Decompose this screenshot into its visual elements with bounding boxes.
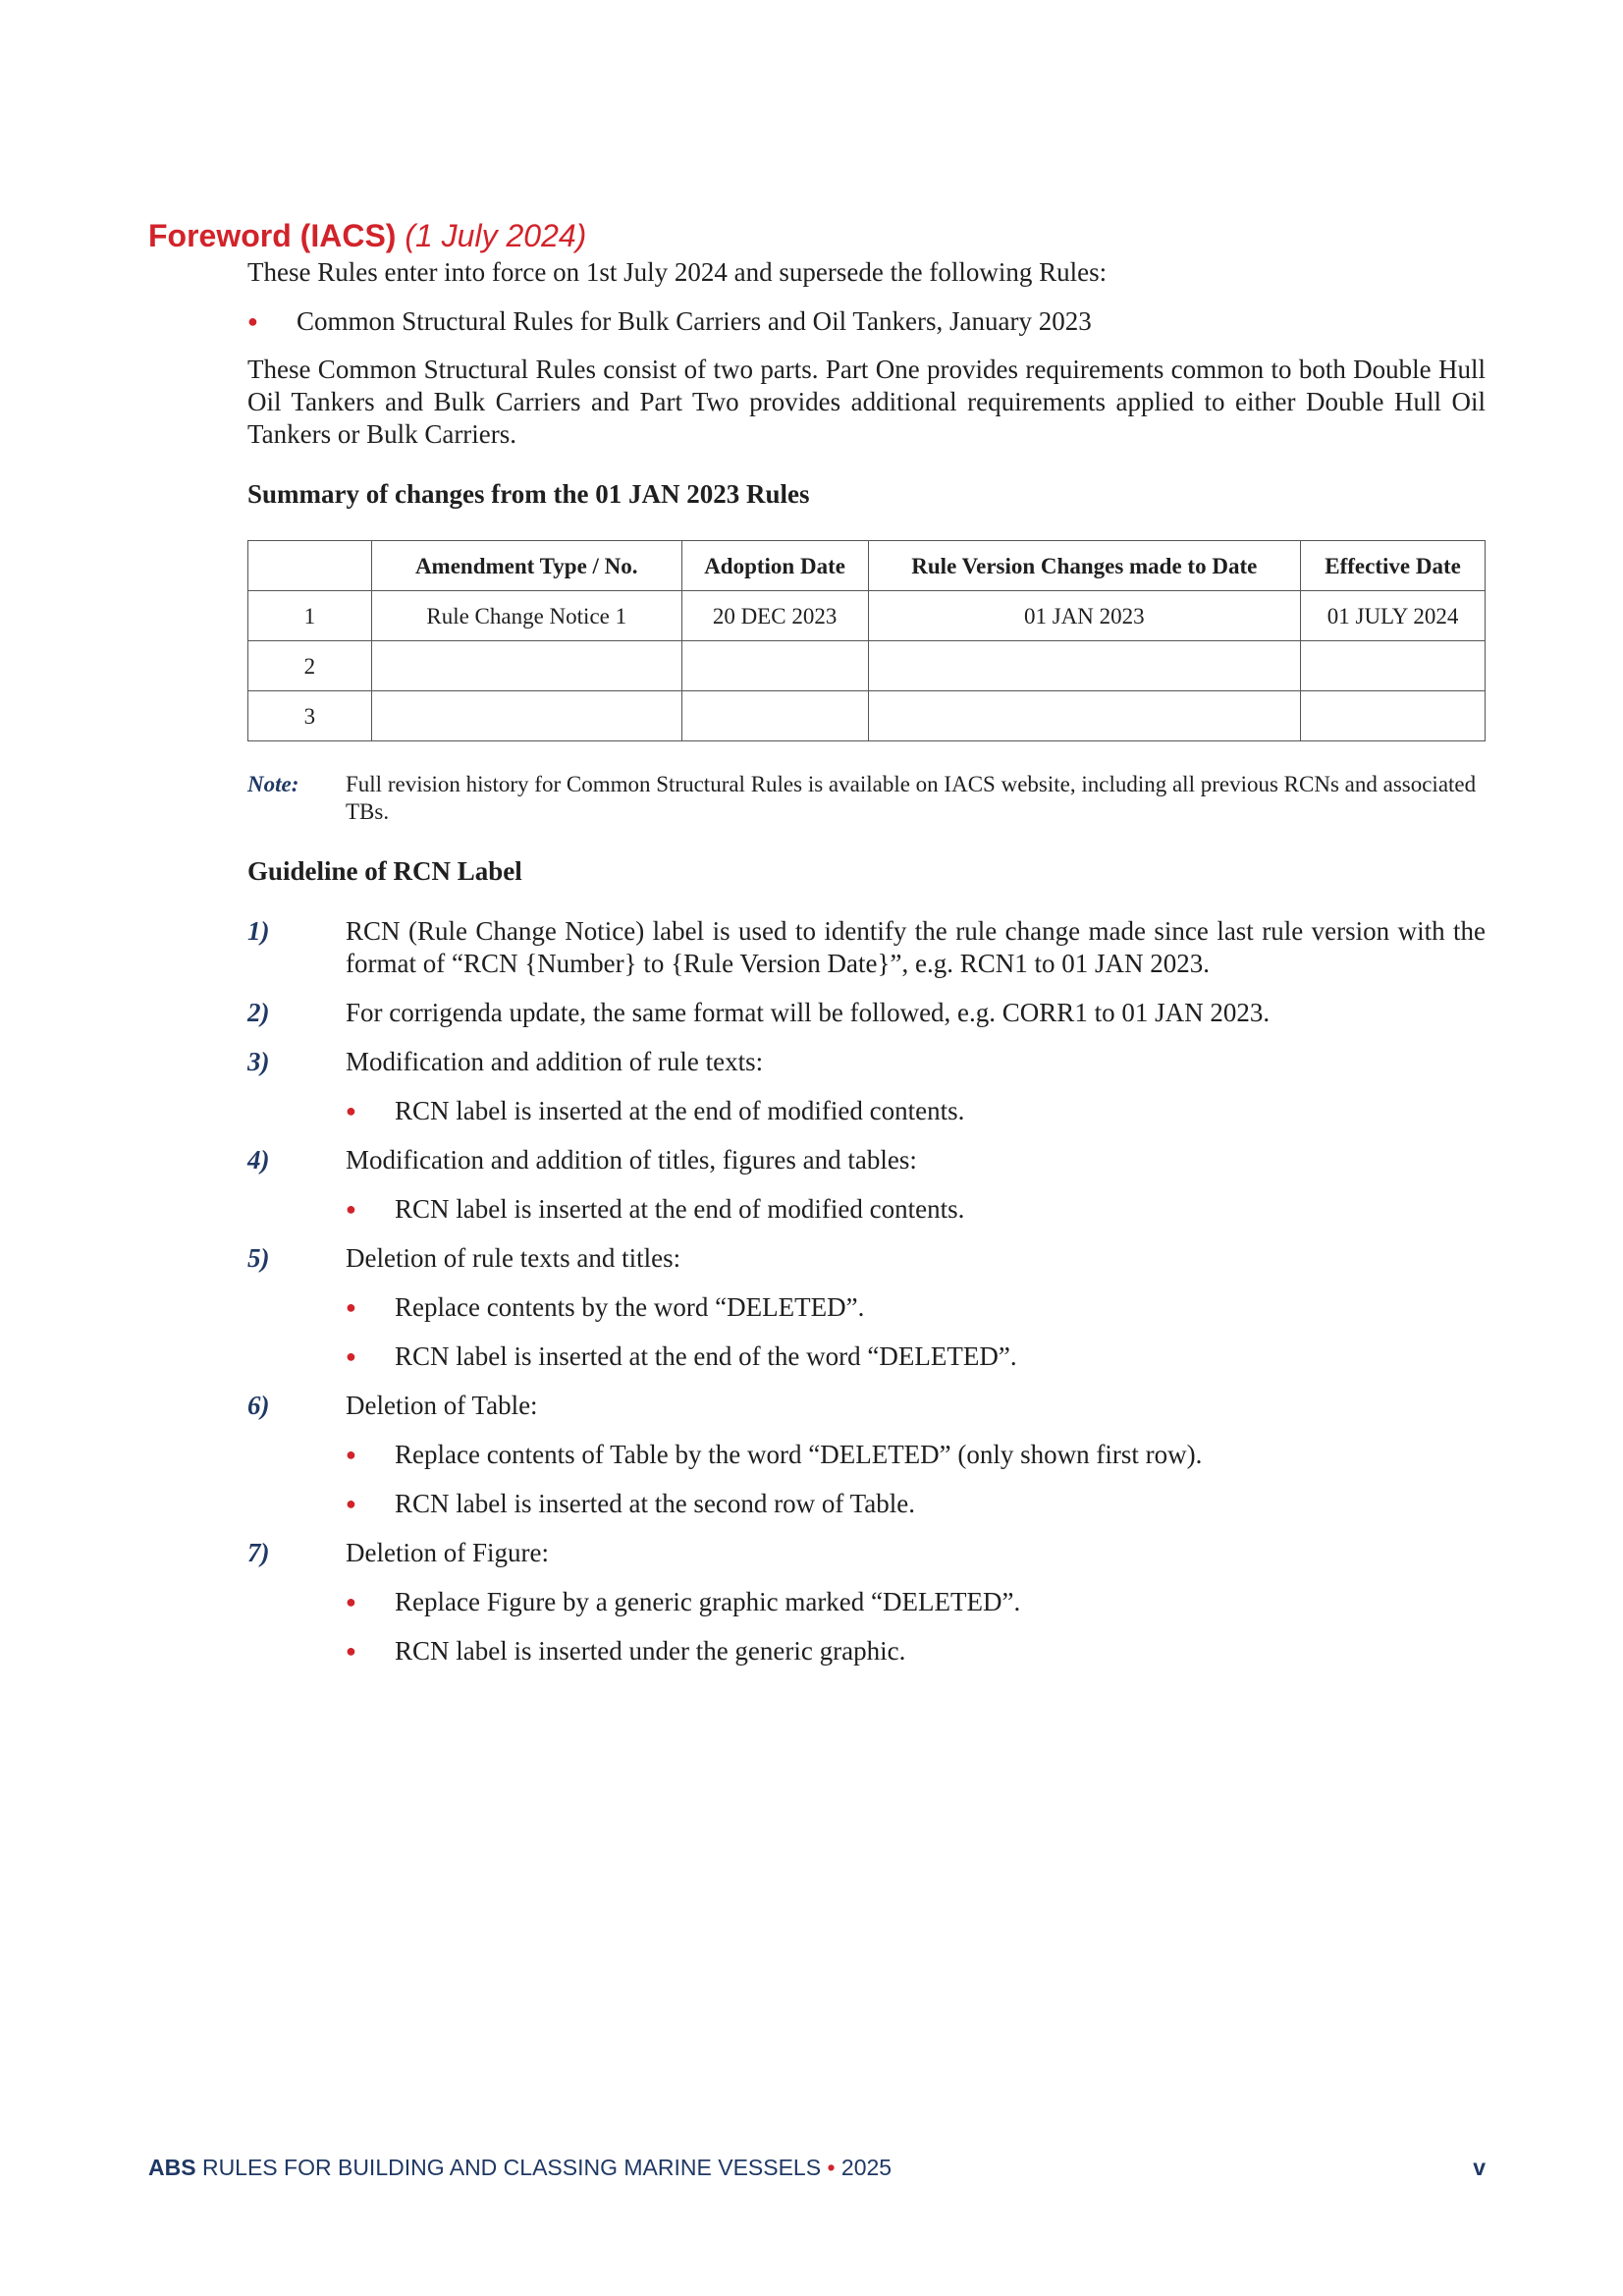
page-footer: [148, 2155, 1486, 2181]
guideline-text: Deletion of rule texts and titles:: [346, 1243, 681, 1273]
guideline-list: [247, 915, 1486, 1667]
guideline-number: 2): [247, 998, 270, 1027]
guideline-item: [247, 1390, 1486, 1422]
note-text: Full revision history for Common Structural Rules is available on IACS website, including all previous RCNs and associated TBs.: [346, 772, 1477, 824]
guideline-item: [247, 997, 1486, 1029]
guideline-bullet-text: Replace Figure by a generic graphic marked “DELETED”.: [395, 1587, 1021, 1616]
bullet-icon: ●: [247, 311, 258, 331]
table-row: [248, 641, 1486, 691]
guideline-number: 5): [247, 1243, 270, 1273]
guideline-text: For corrigenda update, the same format will be followed, e.g. CORR1 to 01 JAN 2023.: [346, 998, 1271, 1027]
table-cell: Rule Change Notice 1: [371, 591, 681, 641]
superseded-rules-text: Common Structural Rules for Bulk Carriers and Oil Tankers, January 2023: [297, 306, 1092, 336]
guideline-item: [247, 1144, 1486, 1176]
table-cell: [681, 641, 868, 691]
footer-year: 2025: [840, 2155, 893, 2180]
guideline-text: Modification and addition of titles, figures and tables:: [346, 1145, 917, 1175]
guideline-text: Modification and addition of rule texts:: [346, 1047, 764, 1076]
guideline-bullet-text: RCN label is inserted at the second row of Table.: [395, 1489, 915, 1518]
table-row: [248, 691, 1486, 741]
guideline-bullet: [247, 1439, 1486, 1471]
page-number: v: [1473, 2155, 1486, 2180]
guideline-number: 1): [247, 916, 270, 946]
footer-title: RULES FOR BUILDING AND CLASSING MARINE VESSELS: [201, 2155, 822, 2180]
guideline-bullet: [247, 1586, 1486, 1618]
guideline-bullet-text: Replace contents by the word “DELETED”.: [395, 1292, 865, 1322]
guideline-text: Deletion of Table:: [346, 1391, 538, 1420]
guideline-number: 6): [247, 1391, 270, 1420]
note-label: Note:: [247, 772, 299, 796]
bullet-icon: ●: [346, 1592, 356, 1612]
table-header-cell: Amendment Type / No.: [371, 541, 681, 591]
table-cell: 20 DEC 2023: [681, 591, 868, 641]
guideline-bullet: [247, 1340, 1486, 1373]
guideline-heading: Guideline of RCN Label: [247, 856, 522, 886]
table-cell: 3: [248, 691, 372, 741]
guideline-number: 4): [247, 1145, 270, 1175]
table-cell: 01 JAN 2023: [868, 591, 1301, 641]
guideline-text: RCN (Rule Change Notice) label is used to identify the rule change made since last rule version with the format of “RCN {Number} to {Rule Version Date}”, e.g. RCN1 to 01 JAN 2023.: [346, 916, 1486, 978]
bullet-icon: ●: [346, 1494, 356, 1513]
guideline-bullet: [247, 1635, 1486, 1667]
table-header-cell: Rule Version Changes made to Date: [868, 541, 1301, 591]
guideline-bullet: [247, 1291, 1486, 1324]
bullet-icon: ●: [346, 1297, 356, 1317]
changes-table: [247, 540, 1486, 741]
guideline-text: Deletion of Figure:: [346, 1538, 549, 1567]
table-cell: [681, 691, 868, 741]
revision-note: [247, 771, 1486, 826]
page-heading: [148, 214, 586, 257]
guideline-bullet-text: RCN label is inserted under the generic graphic.: [395, 1636, 906, 1666]
table-header-cell: Adoption Date: [681, 541, 868, 591]
guideline-bullet: [247, 1095, 1486, 1127]
footer-separator: •: [827, 2155, 836, 2180]
guideline-number: 7): [247, 1538, 270, 1567]
guideline-bullet: [247, 1488, 1486, 1520]
table-cell: 2: [248, 641, 372, 691]
guideline-item: [247, 1046, 1486, 1078]
table-cell: 1: [248, 591, 372, 641]
table-cell: [868, 691, 1301, 741]
table-cell: [371, 641, 681, 691]
bullet-icon: ●: [346, 1346, 356, 1366]
main-content: [247, 256, 1486, 1667]
bullet-icon: ●: [346, 1641, 356, 1661]
table-cell: 01 JULY 2024: [1301, 591, 1486, 641]
intro-paragraph: These Rules enter into force on 1st July 2024 and supersede the following Rules:: [247, 257, 1108, 287]
table-header-row: [248, 541, 1486, 591]
guideline-bullet-text: RCN label is inserted at the end of the word “DELETED”.: [395, 1341, 1017, 1371]
table-cell: [1301, 641, 1486, 691]
footer-org: ABS: [148, 2155, 196, 2180]
guideline-item: [247, 1537, 1486, 1569]
table-header-cell: [248, 541, 372, 591]
parts-paragraph: These Common Structural Rules consist of two parts. Part One provides requirements common to both Double Hull Oil Tankers and Bulk Carriers and Part Two provides additional requirements applied to either Double Hull Oil Tankers or Bulk Carriers.: [247, 355, 1486, 449]
superseded-rules-bullet: [247, 305, 1486, 338]
guideline-bullet-text: Replace contents of Table by the word “DELETED” (only shown first row).: [395, 1440, 1203, 1469]
table-cell: [371, 691, 681, 741]
guideline-number: 3): [247, 1047, 270, 1076]
guideline-item: [247, 1242, 1486, 1275]
bullet-icon: ●: [346, 1101, 356, 1121]
guideline-bullet-text: RCN label is inserted at the end of modified contents.: [395, 1194, 965, 1224]
bullet-icon: ●: [346, 1199, 356, 1219]
summary-heading: Summary of changes from the 01 JAN 2023 Rules: [247, 479, 810, 509]
heading-title: Foreword (IACS): [148, 218, 397, 253]
table-cell: [868, 641, 1301, 691]
guideline-bullet: [247, 1193, 1486, 1226]
bullet-icon: ●: [346, 1445, 356, 1464]
heading-date: (1 July 2024): [405, 218, 587, 253]
guideline-item: [247, 915, 1486, 980]
table-cell: [1301, 691, 1486, 741]
table-header-cell: Effective Date: [1301, 541, 1486, 591]
guideline-bullet-text: RCN label is inserted at the end of modified contents.: [395, 1096, 965, 1125]
table-row: [248, 591, 1486, 641]
